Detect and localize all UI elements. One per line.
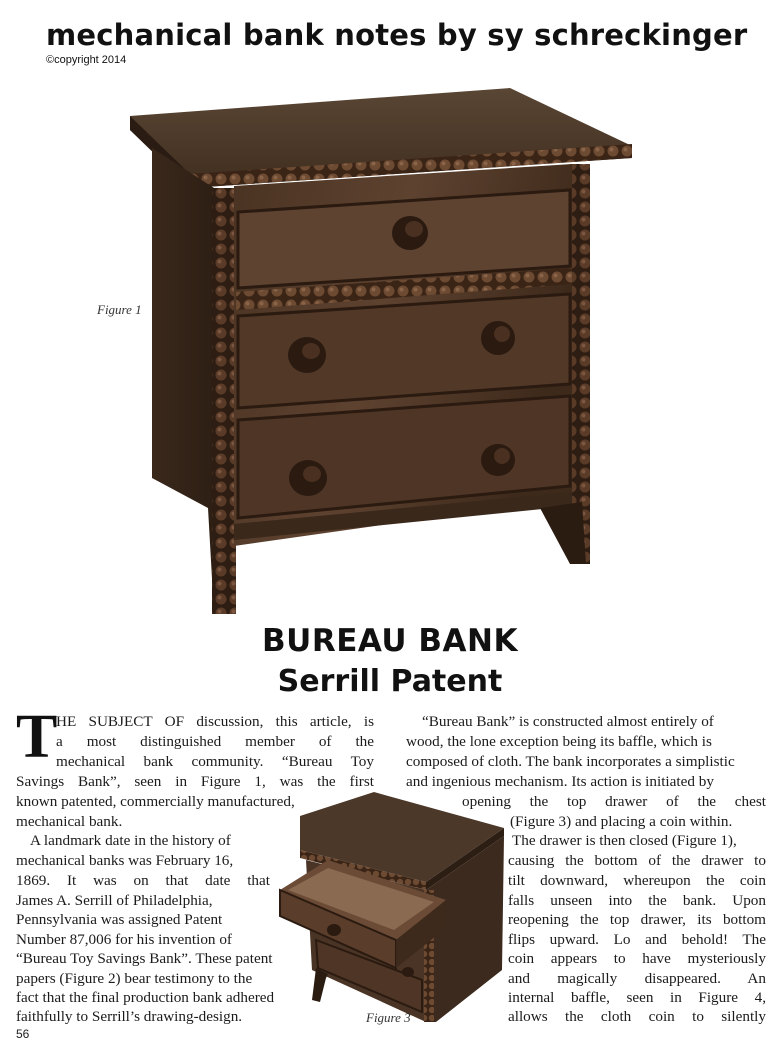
col2-line: flips upward. Lo and behold! The	[508, 931, 766, 948]
figure-1-photo	[130, 88, 635, 618]
col2-line: and ingenious mechanism. Its action is initiated by	[406, 773, 714, 790]
col1-line: mechanical banks was February 16,	[16, 852, 234, 869]
figure-3-caption: Figure 3	[366, 1010, 411, 1025]
col1-line: “Bureau Toy Savings Bank”. These patent	[16, 950, 273, 967]
col1-line: mechanical bank.	[16, 813, 123, 830]
col2-line: composed of cloth. The bank incorporates a simplistic	[406, 753, 735, 770]
col2-line: “Bureau Bank” is constructed almost entirely of	[422, 713, 714, 730]
col1-line: known patented, commercially manufactured,	[16, 793, 295, 810]
figure-1-caption: Figure 1	[97, 302, 142, 317]
col1-line: A landmark date in the history of	[30, 832, 231, 849]
col1-line: fact that the final production bank adhered	[16, 989, 275, 1006]
col2-line: coin appears to have mysteriously	[508, 950, 766, 967]
copyright-notice: ©copyright 2014	[46, 54, 127, 66]
col2-line: allows the cloth coin to silently	[508, 1008, 766, 1025]
col2-line: and magically disappeared. An	[508, 970, 766, 987]
col2-line: opening the top drawer of the chest	[462, 793, 766, 810]
page-number: 56	[16, 1027, 30, 1041]
col1-line: HE SUBJECT OF discussion, this article, is	[56, 713, 374, 730]
col1-line: mechanical bank community. “Bureau Toy	[56, 753, 374, 770]
col1-line: papers (Figure 2) bear testimony to the	[16, 970, 253, 987]
drop-cap: T	[16, 703, 58, 771]
col2-line: causing the bottom of the drawer to	[508, 852, 766, 869]
col2-line: reopening the top drawer, its bottom	[508, 911, 766, 928]
col2-line: The drawer is then closed (Figure 1),	[512, 832, 737, 849]
figure-3-photo	[276, 790, 508, 1025]
col1-line: Number 87,006 for his invention of	[16, 931, 232, 948]
article-subheadline: Serrill Patent	[277, 664, 503, 699]
col2-line: internal baffle, seen in Figure 4,	[508, 989, 766, 1006]
col2-line: falls unseen into the bank. Upon	[508, 892, 766, 909]
col1-line: faithfully to Serrill’s drawing-design.	[16, 1008, 243, 1025]
article-headline: BUREAU BANK	[262, 623, 518, 659]
col1-line: James A. Serrill of Philadelphia,	[16, 892, 213, 909]
col2-line: (Figure 3) and placing a coin within.	[510, 813, 733, 830]
col1-line: Pennsylvania was assigned Patent	[16, 911, 223, 928]
page-header-title: mechanical bank notes by sy schreckinger	[46, 18, 748, 52]
col1-line: a most distinguished member of the	[56, 733, 374, 750]
col1-line: Savings Bank”, seen in Figure 1, was the first	[16, 773, 374, 790]
col2-line: tilt downward, whereupon the coin	[508, 872, 766, 889]
col1-line: 1869. It was on that date that	[16, 872, 270, 889]
col2-line: wood, the lone exception being its baffle, which is	[406, 733, 712, 750]
